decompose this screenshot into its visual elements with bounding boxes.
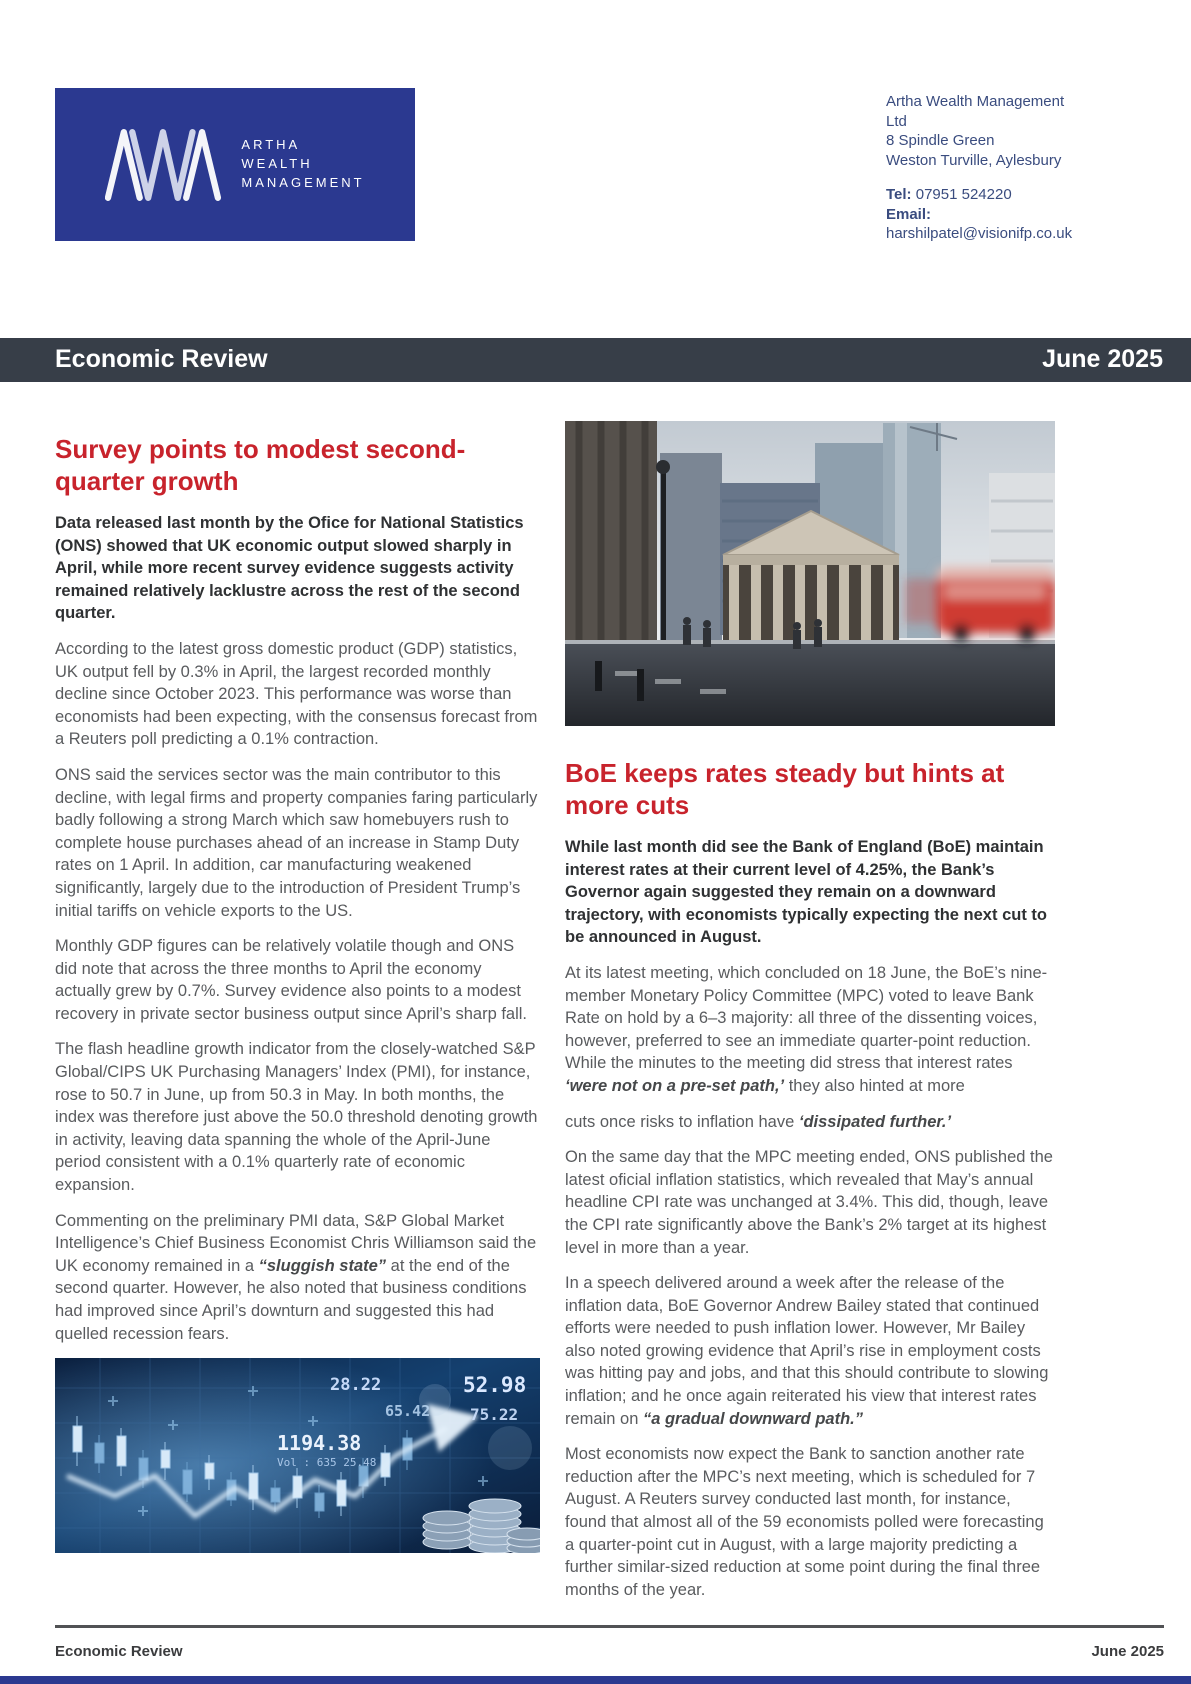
email-label-line [886, 205, 1136, 225]
paragraph [565, 962, 1055, 1098]
footer-title: Economic Review [55, 1643, 183, 1660]
paragraph: The flash headline growth indicator from the closely-watched S&P Global/CIPS UK Purchasing Managers’ Index (PMI), for instance, rose to 50.7 in June, up from 50.3 in May. In both months, the index was therefore just above the 50.0 threshold denoting growth in activity, leaving data spanning the whole of the April-June period consistent with a 0.1% quarterly rate of economic expansion. [55, 1040, 538, 1195]
logo-wordmark [241, 136, 364, 193]
page-footer [55, 1625, 1164, 1660]
footer-date: June 2025 [1091, 1643, 1164, 1660]
top-bar [0, 0, 1191, 244]
stock-number: 65.42 [385, 1402, 431, 1421]
paragraph-text: they also hinted at more [784, 1076, 965, 1095]
tel-number: 07951 524220 [915, 186, 1012, 203]
tel-label: Tel: [886, 186, 912, 203]
stock-number: 1194.38 [277, 1431, 362, 1456]
logo-word-artha: ARTHA [241, 137, 301, 153]
logo-word-wealth: WEALTH [241, 156, 313, 172]
page-date: June 2025 [1042, 345, 1163, 373]
stock-number: 28.22 [330, 1375, 382, 1396]
left-intro-paragraph: Data released last month by the Ofice for National Statistics (ONS) showed that UK economic output slowed sharply in April, while more recent survey evidence suggests activity remained relatively lacklustre across the rest of the second quarter. [55, 514, 524, 623]
logo-word-management: MANAGEMENT [241, 174, 365, 190]
address-line2: Weston Turville, Aylesbury [886, 151, 1062, 169]
awm-logo [55, 88, 415, 241]
awm-monogram-icon [105, 128, 223, 202]
paragraph-text: Commenting on the preliminary PMI data, S&P Global Market Intelligence’s Chief Business Economist Chris Williamson said the UK economy remained in a [55, 1211, 537, 1275]
paragraph: Most economists now expect the Bank to sanction another rate reduction after the MPC’s next meeting, which is scheduled for 7 August. A Reuters survey conducted last month, for instance, found that almost all of the 59 economists polled were forecasting a quarter-point cut in August, with a large majority predicting a further similar-sized reduction at some point during the final three months of the year. [565, 1445, 1044, 1599]
stock-number: 75.22 [470, 1405, 519, 1425]
paragraph: On the same day that the MPC meeting ended, ONS published the latest oficial inflation statistics, which revealed that May’s annual headline CPI rate was unchanged at 3.4%. This did, though, leave the CPI rate significantly above the Bank’s 2% target at its highest level in more than a year. [565, 1148, 1053, 1257]
paragraph: ONS said the services sector was the main contributor to this decline, with legal firms and property companies faring particularly badly following a strong March which saw homebuyers rush to complete house purchases ahead of an increase in Stamp Duty rates on 1 April. In addition, car manufacturing weakened significantly, largely due to the introduction of President Trump’s initial tariffs on vehicle exports to the US. [55, 765, 538, 920]
title-band [0, 338, 1191, 382]
phone-line [886, 185, 1136, 205]
email-label: Email: [886, 205, 932, 223]
left-section-heading: Survey points to modest second-quarter growth [55, 433, 466, 497]
email-address[interactable]: harshilpatel@visionifp.co.uk [886, 225, 1073, 242]
page-title: Economic Review [55, 345, 268, 373]
right-intro-paragraph: While last month did see the Bank of England (BoE) maintain interest rates at their current level of 4.25%, the Bank’s Governor again suggested they remain on a downward trajectory, with economists typically expecting the next cut to be announced in August. [565, 838, 1047, 947]
company-name-line2: Ltd [886, 112, 907, 130]
quote-gradual-downward-path: “a gradual downward path.” [642, 1409, 863, 1428]
company-name-line1: Artha Wealth Management [886, 93, 1065, 110]
article-boe-rates [565, 421, 1055, 1615]
london-city-photo [565, 421, 1055, 726]
main-content [55, 421, 1191, 1615]
quote-sluggish-state: “sluggish state” [258, 1256, 387, 1275]
paragraph: Monthly GDP figures can be relatively volatile though and ONS did note that across the three months to April the economy actually grew by 0.7%. Survey evidence also points to a modest recovery in private sector business output since April’s sharp fall. [55, 937, 528, 1023]
paragraph-text: In a speech delivered around a week after the release of the inflation data, BoE Governor Andrew Bailey stated that continued efforts were needed to push inflation lower. However, Mr Bailey also noted growing evidence that April’s rise in employment costs was hitting pay and jobs, and that this should contribute to slowing inflation; and he once again reiterated his view that interest rates remain on [565, 1274, 1049, 1428]
paragraph [55, 1210, 540, 1346]
stock-number: 52.98 [463, 1373, 527, 1398]
text-overlap-glitch-line [565, 1111, 1055, 1134]
address-line1: 8 Spindle Green [886, 132, 995, 149]
stock-number: Vol : 635 25.48 [277, 1456, 377, 1470]
paragraph [565, 1272, 1055, 1430]
paragraph: According to the latest gross domestic product (GDP) statistics, UK output fell by 0.3% in April, the largest recorded monthly decline since October 2023. This performance was worse than economists had been expecting, with the consensus forecast from a Reuters poll predicting a 0.1% contraction. [55, 639, 538, 749]
paragraph-text: cuts once risks to inflation have [565, 1112, 799, 1131]
article-survey-growth [55, 421, 540, 1554]
stock-market-image [55, 1358, 540, 1553]
quote-pre-set-path: ‘were not on a pre-set path,’ [565, 1076, 785, 1095]
page-bottom-bar [0, 1676, 1191, 1684]
contact-block [886, 88, 1136, 244]
paragraph-text: At its latest meeting, which concluded on 18 June, the BoE’s nine-member Monetary Policy Committee (MPC) voted to leave Bank Rate on hold by a 6–3 majority: all three of the dissenting voices, however, preferred to see an immediate quarter-point reduction. While the minutes to the meeting did stress that interest rates [565, 963, 1048, 1073]
quote-dissipated-further: ‘dissipated further.’ [798, 1112, 952, 1131]
paragraph-text: at the end of the second quarter. However, he also noted that business conditions had improved since April’s downturn and suggested this had quelled recession fears. [55, 1256, 527, 1343]
right-section-heading: BoE keeps rates steady but hints at more cuts [565, 757, 1005, 821]
footer-rule [55, 1625, 1164, 1628]
